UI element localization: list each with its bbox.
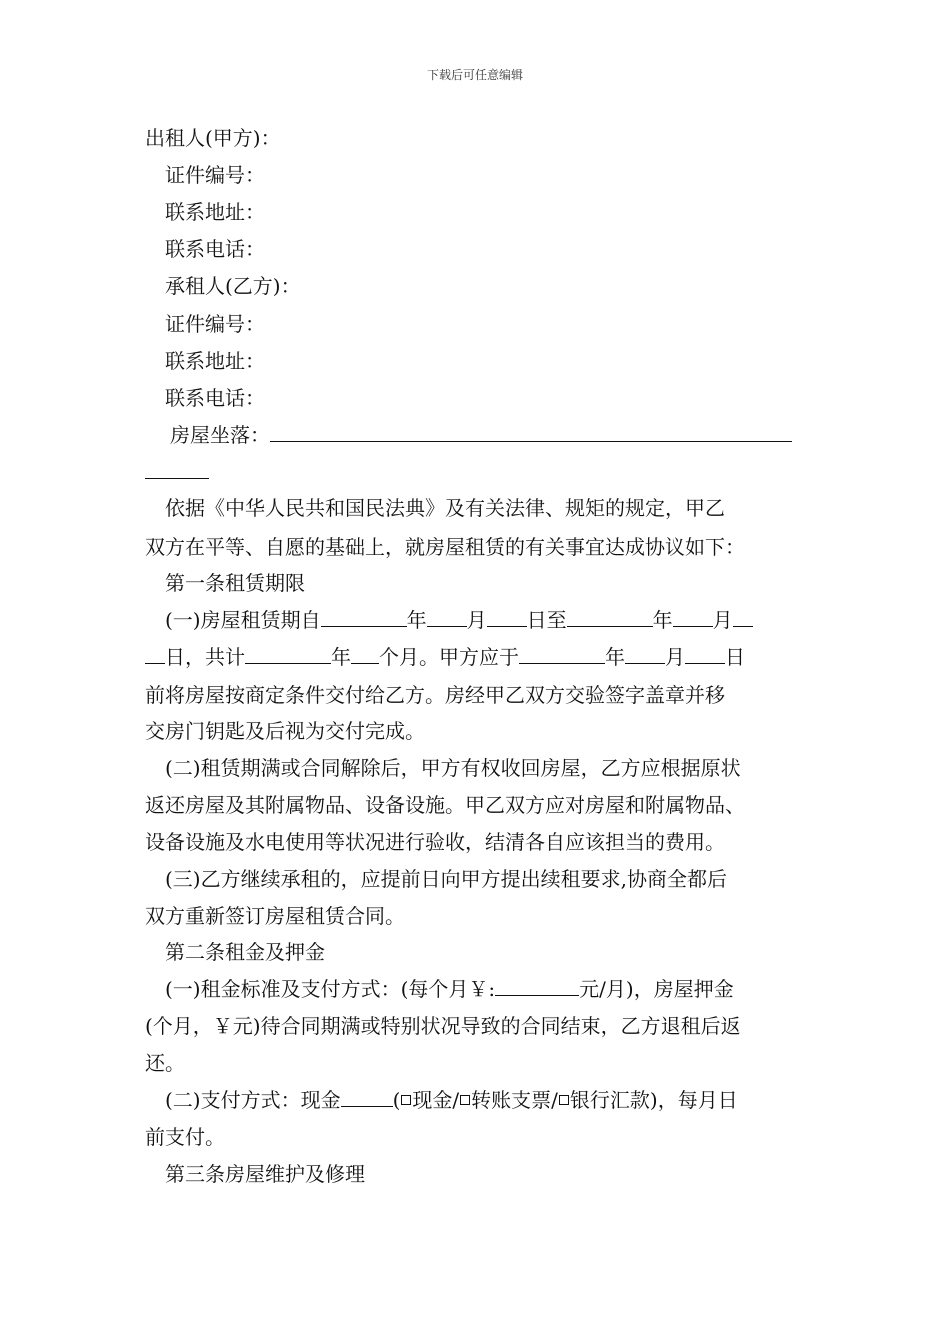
lessee-phone-label: 联系电话： bbox=[165, 386, 265, 410]
lessee-address-label: 联系地址： bbox=[165, 349, 265, 373]
text: 月 bbox=[712, 608, 733, 632]
text: 日至 bbox=[526, 608, 567, 632]
text: 银行汇款)，每月日 bbox=[569, 1088, 738, 1112]
blank bbox=[625, 645, 665, 664]
art1-para1-line3: 前将房屋按商定条件交付给乙方。房经甲乙双方交验签字盖章并移 bbox=[145, 683, 725, 707]
article-2-title: 第二条租金及押金 bbox=[165, 940, 325, 964]
art2-para1-line2: (个月，￥元)待合同期满或特别状况导致的合同结束，乙方退租后返 bbox=[145, 1014, 741, 1038]
text: 月 bbox=[466, 608, 487, 632]
text: 元/月)，房屋押金 bbox=[579, 977, 734, 1001]
article-1-title: 第一条租赁期限 bbox=[165, 571, 305, 595]
location-label: 房屋坐落： bbox=[170, 423, 270, 447]
blank bbox=[495, 977, 579, 996]
location-blank-2 bbox=[145, 460, 209, 479]
blank bbox=[487, 608, 527, 627]
location-blank-cont bbox=[145, 458, 209, 486]
art1-para2-line3: 设备设施及水电使用等状况进行验收，结清各自应该担当的费用。 bbox=[145, 830, 725, 854]
art1-para3-line1: (三)乙方继续承租的，应提前日向甲方提出续租要求,协商全都后 bbox=[165, 867, 727, 891]
text: (一)房屋租赁期自 bbox=[165, 608, 321, 632]
text: 年 bbox=[652, 608, 673, 632]
lessor-id-label: 证件编号： bbox=[165, 163, 265, 187]
text: 日 bbox=[725, 645, 745, 669]
text: 月 bbox=[665, 645, 685, 669]
location-row bbox=[170, 421, 792, 449]
text: (二)支付方式：现金 bbox=[165, 1088, 341, 1112]
intro-line-1: 依据《中华人民共和国民法典》及有关法律、规矩的规定，甲乙 bbox=[165, 496, 725, 520]
checkbox-icon bbox=[559, 1095, 569, 1105]
art1-para3-line2: 双方重新签订房屋租赁合同。 bbox=[145, 904, 405, 928]
text: 年 bbox=[406, 608, 427, 632]
blank bbox=[245, 645, 331, 664]
text: 转账支票/ bbox=[471, 1088, 558, 1112]
art1-para2-line2: 返还房屋及其附属物品、设备设施。甲乙双方应对房屋和附属物品、 bbox=[145, 793, 745, 817]
blank bbox=[341, 1088, 393, 1107]
art2-para2-line2: 前支付。 bbox=[145, 1125, 225, 1149]
text: 日，共计 bbox=[165, 645, 245, 669]
art1-para2-line1: (二)租赁期满或合同解除后，甲方有权收回房屋，乙方应根据原状 bbox=[165, 756, 741, 780]
blank bbox=[673, 608, 713, 627]
blank bbox=[145, 645, 165, 664]
lessor-address-label: 联系地址： bbox=[165, 200, 265, 224]
art2-para1-line1 bbox=[165, 975, 734, 1003]
page-header: 下载后可任意编辑 bbox=[426, 68, 523, 82]
art2-para2-line1 bbox=[165, 1086, 738, 1114]
location-blank bbox=[270, 423, 792, 442]
intro-line-2: 双方在平等、自愿的基础上，就房屋租赁的有关事宜达成协议如下： bbox=[145, 535, 745, 559]
art1-para1-line1 bbox=[165, 606, 753, 634]
lessor-label: 出租人(甲方)： bbox=[145, 126, 281, 150]
blank bbox=[519, 645, 605, 664]
checkbox-icon bbox=[401, 1095, 411, 1105]
text: ( bbox=[392, 1088, 401, 1112]
blank bbox=[567, 608, 653, 627]
blank bbox=[685, 645, 725, 664]
text: 年 bbox=[331, 645, 351, 669]
article-3-title: 第三条房屋维护及修理 bbox=[165, 1162, 365, 1186]
text: 现金/ bbox=[412, 1088, 460, 1112]
lessee-id-label: 证件编号： bbox=[165, 312, 265, 336]
lessor-phone-label: 联系电话： bbox=[165, 237, 265, 261]
text: (一)租金标准及支付方式：(每个月￥: bbox=[165, 977, 496, 1001]
blank bbox=[321, 608, 407, 627]
blank bbox=[351, 645, 379, 664]
text: 个月。甲方应于 bbox=[379, 645, 519, 669]
blank bbox=[427, 608, 467, 627]
art1-para1-line2 bbox=[145, 643, 745, 671]
blank bbox=[733, 608, 753, 627]
text: 年 bbox=[605, 645, 625, 669]
lessee-label: 承租人(乙方)： bbox=[165, 274, 301, 298]
checkbox-icon bbox=[460, 1095, 470, 1105]
art1-para1-line4: 交房门钥匙及后视为交付完成。 bbox=[145, 719, 425, 743]
art2-para1-line3: 还。 bbox=[145, 1051, 185, 1075]
